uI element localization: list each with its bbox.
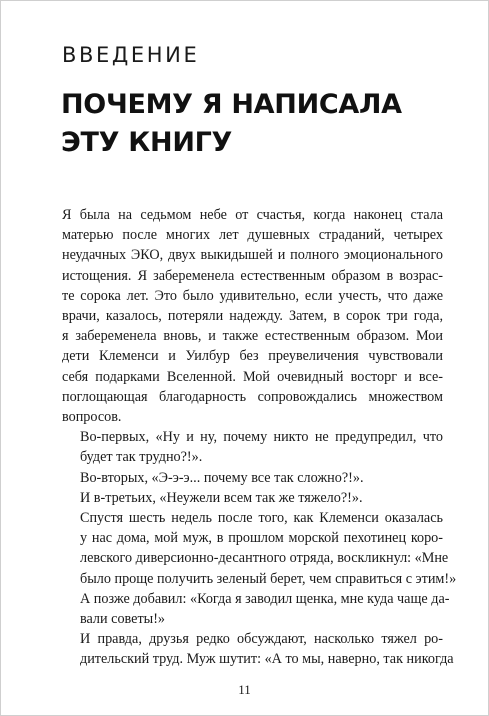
- paragraph: [62, 468, 443, 488]
- page-number: 11: [238, 682, 251, 697]
- text-line: Я была на седьмом небе от счастья, когда наконец стала: [62, 207, 443, 223]
- chapter-title: [61, 86, 461, 162]
- paragraph: [62, 205, 443, 427]
- paragraph: [62, 427, 443, 467]
- text-line: те сорока лет. Это было удивительно, если учесть, что даже: [62, 287, 443, 304]
- text-line: А позже добавил: «Когда я заводил щенка, мне куда чаще да-: [80, 590, 450, 607]
- text-line: И правда, друзья редко обсуждают, насколько тяжел ро-: [80, 631, 443, 648]
- text-line: дительский труд. Муж шутит: «А то мы, наверно, так никогда: [80, 651, 454, 668]
- body-text: [62, 205, 457, 670]
- text-line: неудачных ЭКО, двух выкидышей и полного эмоционального: [62, 247, 443, 264]
- paragraph: [62, 508, 457, 629]
- text-line: вали советы!»: [80, 611, 166, 628]
- chapter-title-line-1: ПОЧЕМУ Я НАПИСАЛА: [61, 89, 402, 120]
- text-line: вопросов.: [62, 409, 122, 426]
- text-line: Во-вторых, «Э-э-э... почему все так сложно?!».: [80, 469, 364, 486]
- text-line: у нас дома, мой муж, в прошлом морской пехотинец коро-: [80, 530, 443, 547]
- chapter-title-line-2: ЭТУ КНИГУ: [61, 127, 233, 158]
- text-line: было проще получить зеленый берет, чем справиться с этим!»: [80, 570, 457, 587]
- text-line: И в-третьих, «Неужели всем так же тяжело?!».: [80, 489, 363, 506]
- text-line: матерью после многих лет душевных страданий, четырех: [62, 227, 443, 244]
- text-line: дети Клеменси и Уилбур без преувеличения чувствовали: [62, 348, 443, 365]
- section-label: ВВЕДЕНИЕ: [62, 43, 200, 67]
- text-line: себя подарками Вселенной. Мой очевидный восторг и все-: [62, 368, 443, 385]
- text-line: будет так трудно?!».: [80, 449, 203, 466]
- text-line: Во-первых, «Ну и ну, почему никто не предупредил, что: [80, 429, 443, 446]
- text-line: Спустя шесть недель после того, как Клеменси оказалась: [80, 510, 443, 527]
- paragraph: [62, 488, 443, 508]
- text-line: я забеременела вновь, и также естественным образом. Мои: [62, 328, 443, 345]
- text-line: поглощающая благодарность сопровождались множеством: [62, 388, 443, 405]
- text-line: врачи, казалось, потеряли надежду. Затем, в сорок три года,: [62, 308, 443, 325]
- paragraph: [62, 629, 454, 669]
- text-line: левского диверсионно-десантного отряда, воскликнул: «Мне: [80, 550, 449, 567]
- text-line: истощения. Я забеременела естественным образом в возрас-: [62, 267, 443, 284]
